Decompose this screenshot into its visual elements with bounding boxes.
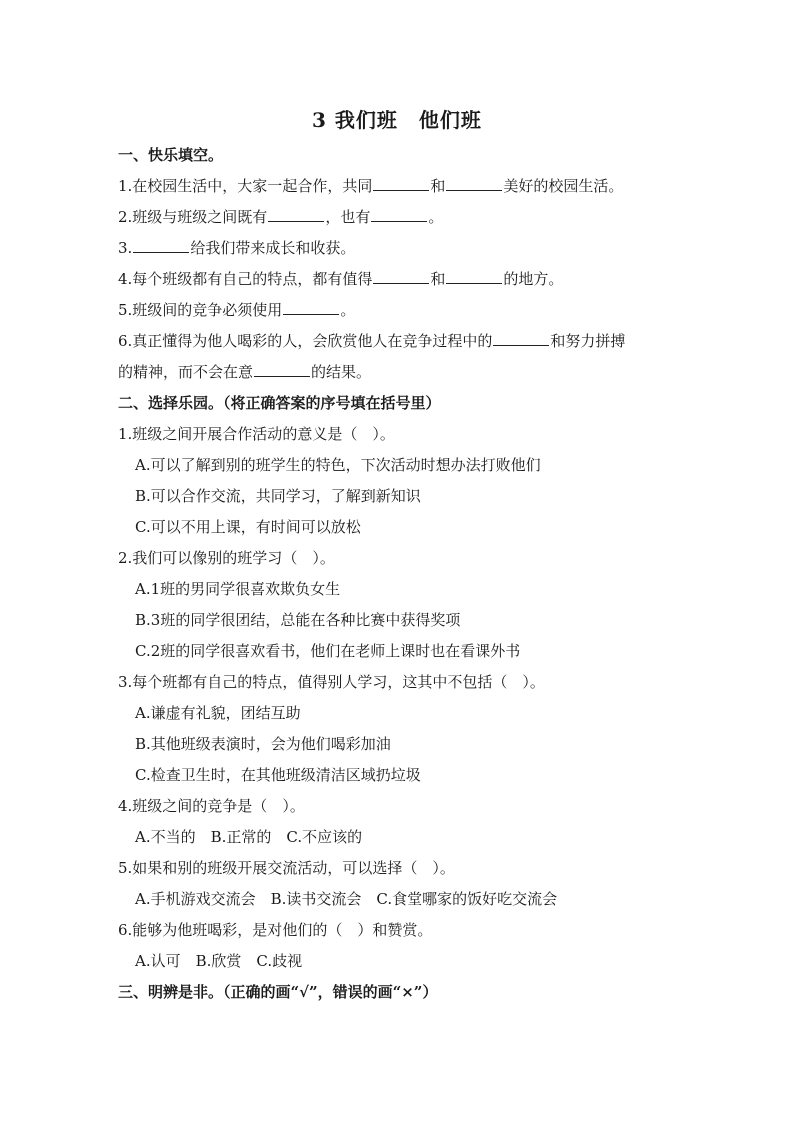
answer-blank[interactable]	[371, 204, 427, 222]
page-title: 3 我们班 他们班	[312, 108, 482, 132]
choice-options: A.手机游戏交流会 B.读书交流会 C.食堂哪家的饭好吃交流会	[135, 890, 558, 908]
answer-blank[interactable]	[268, 204, 324, 222]
choice-options: A.认可 B.欣赏 C.歧视	[135, 952, 303, 970]
choice-option: B.可以合作交流，共同学习，了解到新知识	[135, 487, 421, 505]
answer-blank[interactable]	[373, 266, 429, 284]
fill-question-2: 2.班级与班级之间既有 ，也有 。	[118, 202, 678, 233]
fill-question-1: 1.在校园生活中，大家一起合作，共同 和 美好的校园生活。	[118, 171, 678, 202]
answer-blank[interactable]	[254, 359, 310, 377]
choice-question-6: 6.能够为他班喝彩，是对他们的（ ）和赞赏。	[118, 921, 433, 939]
worksheet-content	[118, 140, 678, 1008]
choice-question-4: 4.班级之间的竞争是（ ）。	[118, 797, 305, 815]
answer-blank[interactable]	[283, 297, 339, 315]
choice-option: A.谦虚有礼貌，团结互助	[135, 704, 301, 722]
choice-option: C.2班的同学很喜欢看书，他们在老师上课时也在看课外书	[135, 642, 521, 660]
choice-option: A.1班的男同学很喜欢欺负女生	[135, 580, 341, 598]
answer-blank[interactable]	[133, 235, 189, 253]
fill-question-5: 5.班级间的竞争必须使用 。	[118, 295, 678, 326]
choice-option: B.3班的同学很团结，总能在各种比赛中获得奖项	[135, 611, 461, 629]
choice-question-5: 5.如果和别的班级开展交流活动，可以选择（ ）。	[118, 859, 455, 877]
choice-option: B.其他班级表演时，会为他们喝彩加油	[135, 735, 391, 753]
fill-question-4: 4.每个班级都有自己的特点，都有值得 和 的地方。	[118, 264, 678, 295]
section-1-heading: 一、快乐填空。	[118, 146, 224, 164]
choice-option: C.检查卫生时，在其他班级清洁区域扔垃圾	[135, 766, 421, 784]
fill-question-3: 3. 给我们带来成长和收获。	[118, 233, 678, 264]
choice-option: C.可以不用上课，有时间可以放松	[135, 518, 361, 536]
answer-blank[interactable]	[446, 173, 502, 191]
answer-blank[interactable]	[493, 328, 549, 346]
choice-question-3: 3.每个班都有自己的特点，值得别人学习，这其中不包括（ ）。	[118, 673, 545, 691]
choice-options: A.不当的 B.正常的 C.不应该的	[135, 828, 363, 846]
fill-question-6-line-2: 的精神，而不会在意 的结果。	[118, 357, 678, 388]
section-2-heading: 二、选择乐园。（将正确答案的序号填在括号里）	[118, 394, 441, 412]
fill-question-6-line-1: 6.真正懂得为他人喝彩的人，会欣赏他人在竞争过程中的 和努力拼搏	[118, 326, 678, 357]
choice-option: A.可以了解到别的班学生的特色，下次活动时想办法打败他们	[135, 456, 541, 474]
answer-blank[interactable]	[446, 266, 502, 284]
choice-question-1: 1.班级之间开展合作活动的意义是（ ）。	[118, 425, 395, 443]
choice-question-2: 2.我们可以像别的班学习（ ）。	[118, 549, 335, 567]
section-3-heading: 三、明辨是非。（正确的画“√”，错误的画“×”）	[118, 983, 438, 1001]
answer-blank[interactable]	[373, 173, 429, 191]
